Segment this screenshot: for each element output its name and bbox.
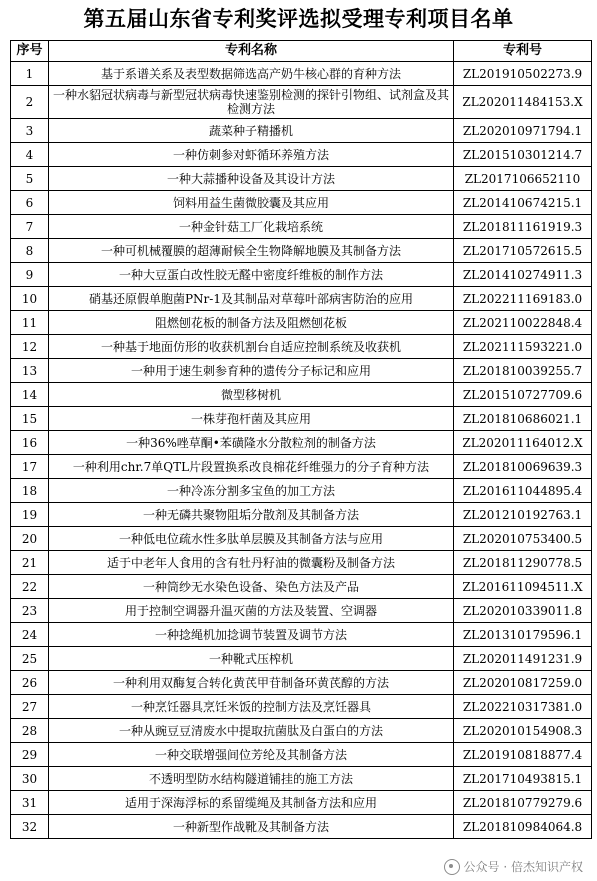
row-name: 蔬菜种子精播机 [49, 119, 454, 143]
row-patent-id: ZL201710572615.5 [454, 239, 592, 263]
row-name: 一种水貂冠状病毒与新型冠状病毒快速鉴别检测的探针引物组、试剂盒及其检测方法 [49, 86, 454, 119]
row-no: 4 [11, 143, 49, 167]
row-name: 一种烹饪器具烹饪米饭的控制方法及烹饪器具 [49, 695, 454, 719]
table-row [11, 503, 592, 527]
row-patent-id: ZL202011484153.X [454, 86, 592, 119]
table-row [11, 623, 592, 647]
row-name: 一种筒纱无水染色设备、染色方法及产品 [49, 575, 454, 599]
row-patent-id: ZL201510727709.6 [454, 383, 592, 407]
row-name: 一种低电位疏水性多肽单层膜及其制备方法与应用 [49, 527, 454, 551]
row-name: 一种大豆蛋白改性胶无醛中密度纤维板的制作方法 [49, 263, 454, 287]
table-row [11, 671, 592, 695]
row-patent-id: ZL202010971794.1 [454, 119, 592, 143]
row-name: 硝基还原假单胞菌PNr-1及其制品对草莓叶部病害防治的应用 [49, 287, 454, 311]
row-no: 24 [11, 623, 49, 647]
row-no: 32 [11, 815, 49, 839]
row-name: 一种捻绳机加捻调节装置及调节方法 [49, 623, 454, 647]
row-no: 1 [11, 62, 49, 86]
row-no: 22 [11, 575, 49, 599]
row-no: 30 [11, 767, 49, 791]
table-row [11, 239, 592, 263]
table-row [11, 695, 592, 719]
row-name: 基于系谱关系及表型数据筛选高产奶牛核心群的育种方法 [49, 62, 454, 86]
table-row [11, 119, 592, 143]
table-row [11, 575, 592, 599]
row-no: 21 [11, 551, 49, 575]
table-row [11, 407, 592, 431]
row-no: 18 [11, 479, 49, 503]
row-patent-id: ZL202210317381.0 [454, 695, 592, 719]
row-patent-id: ZL202111593221.0 [454, 335, 592, 359]
table-row [11, 527, 592, 551]
table-row [11, 647, 592, 671]
wechat-icon [444, 859, 460, 875]
row-no: 8 [11, 239, 49, 263]
row-no: 27 [11, 695, 49, 719]
row-patent-id: ZL202011164012.X [454, 431, 592, 455]
row-name: 不透明型防水结构隧道铺挂的施工方法 [49, 767, 454, 791]
row-name: 一种36%唑草酮•苯磺隆水分散粒剂的制备方法 [49, 431, 454, 455]
row-no: 16 [11, 431, 49, 455]
row-name: 一种金针菇工厂化栽培系统 [49, 215, 454, 239]
table-row [11, 359, 592, 383]
row-name: 微型移树机 [49, 383, 454, 407]
table-row [11, 191, 592, 215]
row-patent-id: ZL201810039255.7 [454, 359, 592, 383]
row-no: 2 [11, 86, 49, 119]
row-name: 一种交联增强间位芳纶及其制备方法 [49, 743, 454, 767]
row-patent-id: ZL202211169183.0 [454, 287, 592, 311]
watermark [444, 858, 583, 875]
row-no: 19 [11, 503, 49, 527]
row-name: 一种仿刺参对虾循环养殖方法 [49, 143, 454, 167]
row-no: 15 [11, 407, 49, 431]
row-patent-id: ZL202010817259.0 [454, 671, 592, 695]
row-name: 一种靴式压榨机 [49, 647, 454, 671]
row-no: 17 [11, 455, 49, 479]
row-no: 5 [11, 167, 49, 191]
row-no: 9 [11, 263, 49, 287]
row-no: 31 [11, 791, 49, 815]
row-no: 23 [11, 599, 49, 623]
row-no: 13 [11, 359, 49, 383]
table-row [11, 479, 592, 503]
table-row [11, 311, 592, 335]
row-name: 一种冷冻分割多宝鱼的加工方法 [49, 479, 454, 503]
row-name: 一种大蒜播种设备及其设计方法 [49, 167, 454, 191]
row-patent-id: ZL201810984064.8 [454, 815, 592, 839]
row-patent-id: ZL201611094511.X [454, 575, 592, 599]
header-patent-id: 专利号 [454, 41, 592, 62]
row-no: 29 [11, 743, 49, 767]
table-row [11, 167, 592, 191]
row-name: 一种利用双酶复合转化黄芪甲苷制备环黄芪醇的方法 [49, 671, 454, 695]
header-name: 专利名称 [49, 41, 454, 62]
row-name: 一种新型作战靴及其制备方法 [49, 815, 454, 839]
table-row [11, 455, 592, 479]
row-no: 7 [11, 215, 49, 239]
row-no: 6 [11, 191, 49, 215]
table-row [11, 143, 592, 167]
row-patent-id: ZL202010154908.3 [454, 719, 592, 743]
table-row [11, 743, 592, 767]
row-patent-id: ZL201210192763.1 [454, 503, 592, 527]
row-name: 一种利用chr.7单QTL片段置换系改良棉花纤维强力的分子育种方法 [49, 455, 454, 479]
watermark-text: 公众号 · 倍杰知识产权 [463, 860, 583, 874]
table-row [11, 791, 592, 815]
row-patent-id: ZL201710493815.1 [454, 767, 592, 791]
table-row [11, 383, 592, 407]
row-patent-id: ZL202011491231.9 [454, 647, 592, 671]
row-name: 饲料用益生菌微胶囊及其应用 [49, 191, 454, 215]
table-row [11, 287, 592, 311]
row-patent-id: ZL201910818877.4 [454, 743, 592, 767]
table-row [11, 599, 592, 623]
row-no: 11 [11, 311, 49, 335]
table-row [11, 86, 592, 119]
row-patent-id: ZL201910502273.9 [454, 62, 592, 86]
patent-table [10, 40, 592, 839]
row-patent-id: ZL201810069639.3 [454, 455, 592, 479]
row-name: 适用于深海浮标的系留缆绳及其制备方法和应用 [49, 791, 454, 815]
table-row [11, 215, 592, 239]
row-no: 3 [11, 119, 49, 143]
table-row [11, 719, 592, 743]
row-name: 适于中老年人食用的含有牡丹籽油的微囊粉及制备方法 [49, 551, 454, 575]
row-name: 阻燃刨花板的制备方法及阻燃刨花板 [49, 311, 454, 335]
row-patent-id: ZL2017106652110 [454, 167, 592, 191]
row-patent-id: ZL201811290778.5 [454, 551, 592, 575]
row-no: 14 [11, 383, 49, 407]
row-patent-id: ZL201410274911.3 [454, 263, 592, 287]
row-no: 20 [11, 527, 49, 551]
row-patent-id: ZL201510301214.7 [454, 143, 592, 167]
table-row [11, 431, 592, 455]
table-row [11, 815, 592, 839]
row-name: 一种从豌豆豆清废水中提取抗菌肽及白蛋白的方法 [49, 719, 454, 743]
table-row [11, 263, 592, 287]
table-row [11, 62, 592, 86]
row-no: 10 [11, 287, 49, 311]
table-header-row [11, 41, 592, 62]
row-name: 用于控制空调器升温灭菌的方法及装置、空调器 [49, 599, 454, 623]
table-row [11, 335, 592, 359]
row-patent-id: ZL201810779279.6 [454, 791, 592, 815]
row-patent-id: ZL201811161919.3 [454, 215, 592, 239]
row-name: 一种无磷共聚物阻垢分散剂及其制备方法 [49, 503, 454, 527]
page-title: 第五届山东省专利奖评选拟受理专利项目名单 [83, 6, 514, 31]
table-row [11, 767, 592, 791]
row-no: 12 [11, 335, 49, 359]
row-patent-id: ZL202010753400.5 [454, 527, 592, 551]
row-patent-id: ZL201410674215.1 [454, 191, 592, 215]
row-name: 一种基于地面仿形的收获机割台自适应控制系统及收获机 [49, 335, 454, 359]
row-patent-id: ZL202110022848.4 [454, 311, 592, 335]
row-name: 一种可机械覆膜的超薄耐候全生物降解地膜及其制备方法 [49, 239, 454, 263]
row-name: 一株芽孢杆菌及其应用 [49, 407, 454, 431]
row-no: 25 [11, 647, 49, 671]
row-name: 一种用于速生刺参育种的遗传分子标记和应用 [49, 359, 454, 383]
row-patent-id: ZL201611044895.4 [454, 479, 592, 503]
header-no: 序号 [11, 41, 49, 62]
row-no: 28 [11, 719, 49, 743]
row-patent-id: ZL201810686021.1 [454, 407, 592, 431]
table-row [11, 551, 592, 575]
row-patent-id: ZL201310179596.1 [454, 623, 592, 647]
table-body [11, 62, 592, 839]
row-patent-id: ZL202010339011.8 [454, 599, 592, 623]
row-no: 26 [11, 671, 49, 695]
